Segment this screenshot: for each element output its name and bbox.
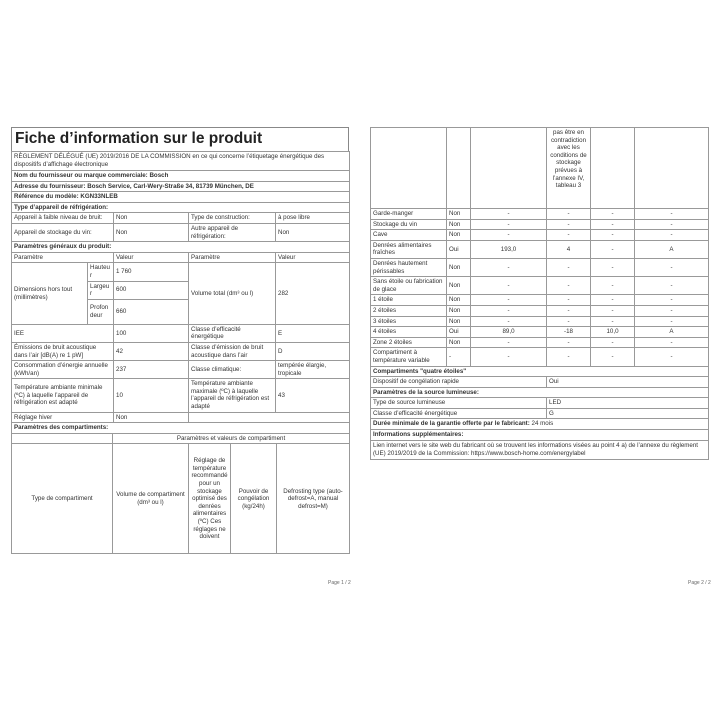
compartment-volume: - — [471, 219, 547, 230]
compartment-temp: -18 — [547, 327, 591, 338]
compartment-defrost: A — [635, 327, 709, 338]
depth-label: Profondeur — [88, 299, 114, 324]
noise-label: Émissions de bruit acoustique dans l’air [dB(A) re 1 pW] — [12, 342, 114, 360]
max-temp-label: Température ambiante maximale (ºC) à laquelle l’appareil de réfrigération est adapté — [189, 379, 276, 412]
light-source-header: Paramètres de la source lumineuse: — [371, 387, 709, 398]
compartment-temp: - — [547, 230, 591, 241]
compartment-defrost: - — [635, 305, 709, 316]
compartments-header: Paramètres des compartiments: — [12, 423, 350, 434]
compartment-present: Non — [447, 230, 471, 241]
max-temp-value: 43 — [276, 379, 350, 412]
compartment-temp: 4 — [547, 240, 591, 258]
extra-info-text: Lien internet vers le site web du fabricant où se trouvent les informations visées au point 4 a) de l’annexe du règlement (UE) 2019/2019 de la Commission: https://www.bosch-home.com/energylabel — [371, 440, 709, 459]
blank-cell — [591, 128, 635, 209]
blank-cell — [447, 128, 471, 209]
supplier-address: Adresse du fournisseur: Bosch Service, Carl-Wery-Straße 34, 81739 München, DE — [12, 181, 350, 192]
compartment-type: 2 étoiles — [371, 305, 447, 316]
compartment-present: Non — [447, 316, 471, 327]
compartment-defrost: A — [635, 240, 709, 258]
compartment-temp: - — [547, 277, 591, 295]
compartment-present: Non — [447, 277, 471, 295]
compartment-freezing: - — [591, 316, 635, 327]
compartment-freezing: - — [591, 295, 635, 306]
compartment-volume: - — [471, 209, 547, 220]
quick-freeze-value: Oui — [547, 377, 709, 388]
compartment-defrost: - — [635, 348, 709, 366]
compartment-row — [371, 327, 709, 338]
compartment-temp: - — [547, 337, 591, 348]
compartment-volume: 193,0 — [471, 240, 547, 258]
climate-label: Classe climatique: — [189, 361, 276, 379]
width-label: Largeur — [88, 281, 114, 299]
other-appliance-label: Autre appareil de réfrigération: — [189, 223, 276, 241]
volume-value: 282 — [276, 263, 350, 324]
compartment-volume: - — [471, 258, 547, 276]
compartment-freezing: - — [591, 258, 635, 276]
low-noise-value: Non — [114, 213, 189, 224]
width-value: 600 — [114, 281, 189, 299]
compartment-temp: - — [547, 209, 591, 220]
blank-cell — [471, 128, 547, 209]
model-reference: Référence du modèle: KGN33NLEB — [12, 192, 350, 203]
climate-value: tempérée élargie, tropicale — [276, 361, 350, 379]
compartment-temp: - — [547, 305, 591, 316]
compartment-type: Zone 2 étoiles — [371, 337, 447, 348]
compartment-type-label: Type de compartiment — [12, 444, 113, 554]
compartment-freezing: - — [591, 219, 635, 230]
compartment-type: Cave — [371, 230, 447, 241]
blank-cell — [12, 433, 113, 444]
wine-appliance-label: Appareil de stockage du vin: — [12, 223, 114, 241]
compartment-row — [371, 277, 709, 295]
compartment-defrost: - — [635, 316, 709, 327]
product-info-table — [11, 151, 350, 434]
dimensions-label: Dimensions hors tout (millimètres) — [12, 263, 88, 324]
depth-value: 660 — [114, 299, 189, 324]
compartment-defrost: - — [635, 219, 709, 230]
compartment-defrost: - — [635, 277, 709, 295]
compartment-type: Denrées alimentaires fraîches — [371, 240, 447, 258]
compartment-row — [371, 219, 709, 230]
compartment-row — [371, 316, 709, 327]
height-value: 1 760 — [114, 263, 189, 281]
compartment-temp: - — [547, 348, 591, 366]
compartment-freezing: - — [591, 305, 635, 316]
supplier-name: Nom du fournisseur ou marque commerciale: Bosch — [12, 171, 350, 182]
page-number-2: Page 2 / 2 — [688, 580, 711, 586]
compartment-present: Non — [447, 337, 471, 348]
compartment-type: Stockage du vin — [371, 219, 447, 230]
other-appliance-value: Non — [276, 223, 350, 241]
min-temp-value: 10 — [114, 379, 189, 412]
regulation-text: RÈGLEMENT DÉLÉGUÉ (UE) 2019/2016 DE LA COMMISSION en ce qui concerne l’étiquetage énergétique des dispositifs d’affichage électronique — [12, 152, 350, 171]
compartment-defrost: - — [635, 209, 709, 220]
compartment-volume: - — [471, 305, 547, 316]
consumption-label: Consommation d’énergie annuelle (kWh/an) — [12, 361, 114, 379]
empty-cell — [189, 412, 350, 423]
compartment-type: Sans étoile ou fabrication de glace — [371, 277, 447, 295]
compartment-row — [371, 240, 709, 258]
compartment-present: Non — [447, 219, 471, 230]
construction-value: à pose libre — [276, 213, 350, 224]
four-star-header: Compartiments "quatre étoiles" — [371, 366, 709, 377]
compartment-type: Garde-manger — [371, 209, 447, 220]
compartment-freezing: 10,0 — [591, 327, 635, 338]
compartment-type: Denrées hautement périssables — [371, 258, 447, 276]
compartment-row — [371, 230, 709, 241]
compartments-table — [370, 127, 709, 367]
compartment-volume: - — [471, 277, 547, 295]
light-class-label: Classe d’efficacité énergétique — [371, 408, 547, 419]
warranty-row — [371, 419, 709, 430]
compartment-volume: 89,0 — [471, 327, 547, 338]
light-class-value: G — [547, 408, 709, 419]
compartment-row — [371, 258, 709, 276]
compartment-present: Non — [447, 209, 471, 220]
col-param-1: Paramètre — [12, 252, 114, 263]
compartment-params-header: Paramètres et valeurs de compartiment — [113, 433, 350, 444]
compartment-volume: - — [471, 316, 547, 327]
compartment-defrost: - — [635, 337, 709, 348]
iee-label: IEE — [12, 324, 114, 342]
compartment-type: 3 étoiles — [371, 316, 447, 327]
compartment-freezing: - — [591, 240, 635, 258]
compartment-present: Non — [447, 258, 471, 276]
page-2 — [370, 127, 708, 585]
page-1 — [11, 127, 349, 585]
freezing-capacity-label: Pouvoir de congélation (kg/24h) — [231, 444, 277, 554]
compartment-temp: - — [547, 295, 591, 306]
low-noise-label: Appareil à faible niveau de bruit: — [12, 213, 114, 224]
col-value-1: Valeur — [114, 252, 189, 263]
light-type-label: Type de source lumineuse — [371, 398, 547, 409]
wine-appliance-value: Non — [114, 223, 189, 241]
compartment-freezing: - — [591, 277, 635, 295]
temp-setting-continuation: pas être en contradiction avec les conditions de stockage prévues à l’annexe IV, tableau 3 — [547, 128, 591, 209]
light-type-value: LED — [547, 398, 709, 409]
general-params-header: Paramètres généraux du produit: — [12, 242, 350, 253]
compartment-row — [371, 305, 709, 316]
compartment-type: Compartiment à température variable — [371, 348, 447, 366]
quick-freeze-label: Dispositif de congélation rapide — [371, 377, 547, 388]
compartment-row — [371, 348, 709, 366]
compartment-volume-label: Volume de compartiment (dm³ ou l) — [113, 444, 189, 554]
extra-info-table — [370, 366, 709, 460]
compartment-temp: - — [547, 258, 591, 276]
compartment-defrost: - — [635, 295, 709, 306]
compartment-freezing: - — [591, 209, 635, 220]
winter-label: Réglage hiver — [12, 412, 114, 423]
warranty-label: Durée minimale de la garantie offerte par le fabricant: — [373, 420, 530, 428]
compartment-present: Oui — [447, 240, 471, 258]
height-label: Hauteur — [88, 263, 114, 281]
document-title: Fiche d’information sur le produit — [11, 127, 349, 151]
compartment-row — [371, 209, 709, 220]
compartment-header-table — [11, 433, 350, 555]
compartment-temp: - — [547, 316, 591, 327]
compartment-volume: - — [471, 337, 547, 348]
construction-label: Type de construction: — [189, 213, 276, 224]
volume-label: Volume total (dm³ ou l) — [189, 263, 276, 324]
noise-class-value: D — [276, 342, 350, 360]
compartment-volume: - — [471, 230, 547, 241]
compartment-freezing: - — [591, 337, 635, 348]
compartment-defrost: - — [635, 230, 709, 241]
compartment-row — [371, 337, 709, 348]
winter-value: Non — [114, 412, 189, 423]
compartment-freezing: - — [591, 230, 635, 241]
warranty-value: 24 mois — [531, 420, 554, 428]
energy-class-value: E — [276, 324, 350, 342]
compartment-type: 1 étoile — [371, 295, 447, 306]
blank-cell — [635, 128, 709, 209]
temp-setting-label: Réglage de température recommandé pour un stockage optimisé des denrées alimentaires (ºC) Ces réglages ne doivent — [189, 444, 231, 554]
col-value-2: Valeur — [276, 252, 350, 263]
noise-class-label: Classe d’émission de bruit acoustique dans l’air — [189, 342, 276, 360]
consumption-value: 237 — [114, 361, 189, 379]
iee-value: 100 — [114, 324, 189, 342]
compartment-defrost: - — [635, 258, 709, 276]
compartment-temp: - — [547, 219, 591, 230]
defrost-type-label: Defrosting type (auto-defrost=A, manual defrost=M) — [277, 444, 350, 554]
compartment-type: 4 étoiles — [371, 327, 447, 338]
compartment-volume: - — [471, 348, 547, 366]
noise-value: 42 — [114, 342, 189, 360]
extra-info-header: Informations supplémentaires: — [371, 430, 709, 441]
appliance-type-header: Type d’appareil de réfrigération: — [12, 202, 350, 213]
blank-cell — [371, 128, 447, 209]
compartment-present: - — [447, 348, 471, 366]
page-number-1: Page 1 / 2 — [328, 580, 351, 586]
compartment-freezing: - — [591, 348, 635, 366]
col-param-2: Paramètre — [189, 252, 276, 263]
compartment-row — [371, 295, 709, 306]
energy-class-label: Classe d’efficacité énergétique — [189, 324, 276, 342]
min-temp-label: Température ambiante minimale (ºC) à laquelle l’appareil de réfrigération est adapté — [12, 379, 114, 412]
compartment-present: Oui — [447, 327, 471, 338]
compartment-present: Non — [447, 295, 471, 306]
compartment-present: Non — [447, 305, 471, 316]
compartment-volume: - — [471, 295, 547, 306]
